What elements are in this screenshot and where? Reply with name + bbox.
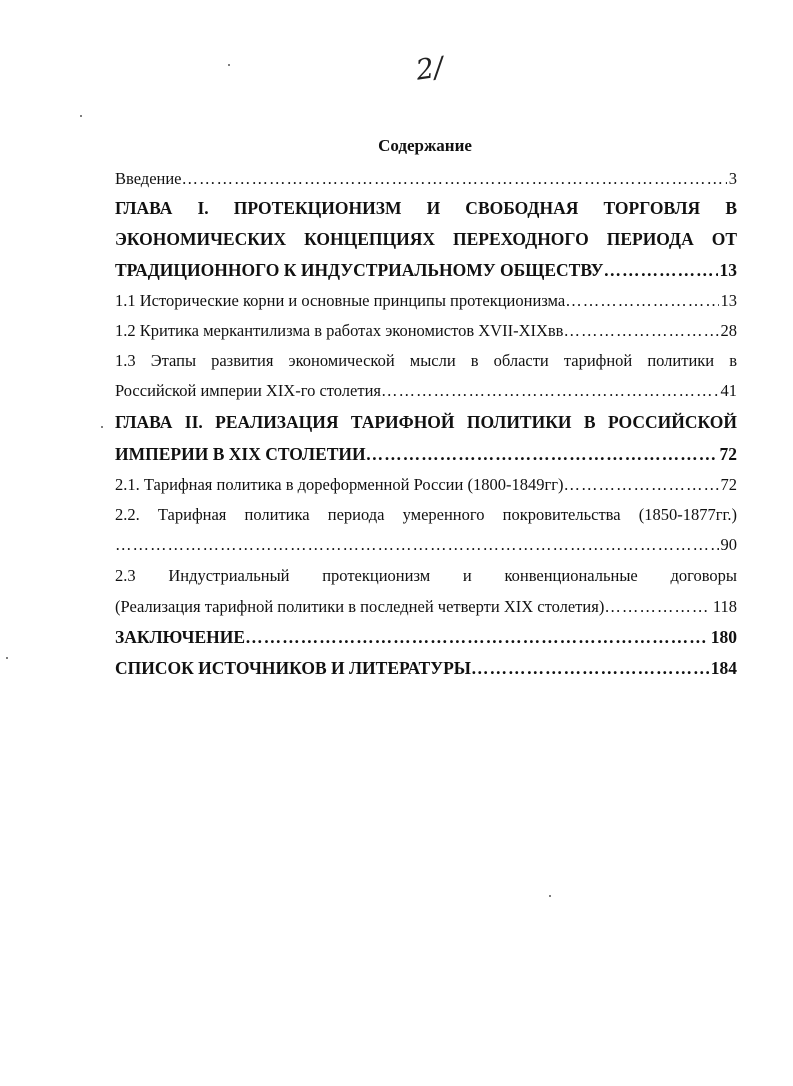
leader-dots — [471, 653, 709, 684]
toc-label: ТРАДИЦИОННОГО К ИНДУСТРИАЛЬНОМУ ОБЩЕСТВУ — [115, 260, 604, 280]
toc-entry-sources[interactable] — [115, 653, 737, 684]
toc-page: 28 — [720, 321, 737, 340]
toc-page: 90 — [720, 535, 737, 554]
toc-entry-chapter-2-cont — [115, 438, 737, 470]
scan-speck — [549, 895, 551, 897]
leader-dots — [366, 438, 718, 470]
toc-label: 2.3 Индустриальный протекционизм и конвенциональные договоры — [115, 566, 737, 585]
toc-label: Введение — [115, 169, 182, 188]
toc-entry-2-1[interactable] — [115, 470, 737, 500]
toc-label: 1.2 Критика меркантилизма в работах экономистов XVII-XIXвв — [115, 321, 564, 340]
toc-page: 72 — [720, 475, 737, 494]
handwritten-page-number: 2/ — [413, 50, 446, 87]
toc-page: 72 — [719, 444, 737, 464]
page-title: Содержание — [378, 136, 472, 155]
toc-entry-1-2[interactable] — [115, 316, 737, 346]
toc-page: 118 — [712, 597, 737, 616]
toc-page: 180 — [710, 627, 737, 647]
toc-label: 1.1 Исторические корни и основные принципы протекционизма — [115, 291, 566, 310]
scan-speck — [228, 64, 230, 66]
toc-page: 3 — [728, 169, 737, 188]
toc-label: Российской империи XIX-го столетия — [115, 381, 381, 400]
toc-entry-chapter-1[interactable] — [115, 193, 737, 224]
toc-entry-chapter-2[interactable] — [115, 406, 737, 438]
leader-dots — [115, 530, 719, 560]
toc-page: 13 — [719, 260, 737, 280]
leader-dots — [381, 376, 719, 406]
toc-entry-intro[interactable] — [115, 165, 737, 193]
leader-dots — [565, 286, 718, 316]
leader-dots — [563, 316, 718, 346]
toc-entry-conclusion[interactable] — [115, 622, 737, 653]
toc-label: ЗАКЛЮЧЕНИЕ — [115, 627, 246, 647]
leader-dots — [603, 255, 717, 286]
leader-dots — [563, 470, 718, 500]
toc-label: ГЛАВА II. РЕАЛИЗАЦИЯ ТАРИФНОЙ ПОЛИТИКИ В РОССИЙСКОЙ — [115, 412, 737, 432]
toc-label: СПИСОК ИСТОЧНИКОВ И ЛИТЕРАТУРЫ — [115, 658, 471, 678]
leader-dots — [182, 165, 727, 192]
toc-label: (Реализация тарифной политики в последней четверти XIX столетия) — [115, 597, 605, 616]
toc-page: 13 — [720, 291, 737, 310]
toc-entry-2-3[interactable] — [115, 560, 737, 591]
toc-entry-2-2-cont — [115, 530, 737, 560]
leader-dots — [245, 622, 709, 653]
scan-speck — [6, 657, 8, 659]
toc-entry-chapter-1-cont — [115, 224, 737, 255]
leader-dots — [604, 591, 711, 622]
toc-label: 2.1. Тарифная политика в дореформенной России (1800-1849гг) — [115, 475, 564, 494]
toc-page: 184 — [710, 658, 737, 678]
toc-label: ЭКОНОМИЧЕСКИХ КОНЦЕПЦИЯХ ПЕРЕХОДНОГО ПЕРИОДА ОТ — [115, 229, 737, 249]
table-of-contents — [115, 165, 737, 684]
toc-entry-chapter-1-end — [115, 255, 737, 286]
toc-entry-2-2[interactable] — [115, 500, 737, 530]
toc-entry-1-3[interactable] — [115, 346, 737, 376]
scan-speck — [80, 115, 82, 117]
toc-label: 2.2. Тарифная политика периода умеренного покровительства (1850-1877гг.) — [115, 505, 737, 524]
toc-page: 41 — [720, 381, 737, 400]
toc-label: ИМПЕРИИ В XIX СТОЛЕТИИ — [115, 444, 366, 464]
scan-speck — [101, 426, 103, 428]
toc-entry-2-3-cont — [115, 591, 737, 622]
toc-label: 1.3 Этапы развития экономической мысли в области тарифной политики в — [115, 351, 737, 370]
toc-entry-1-1[interactable] — [115, 286, 737, 316]
toc-entry-1-3-cont — [115, 376, 737, 406]
toc-label: ГЛАВА I. ПРОТЕКЦИОНИЗМ И СВОБОДНАЯ ТОРГОВЛЯ В — [115, 198, 737, 218]
